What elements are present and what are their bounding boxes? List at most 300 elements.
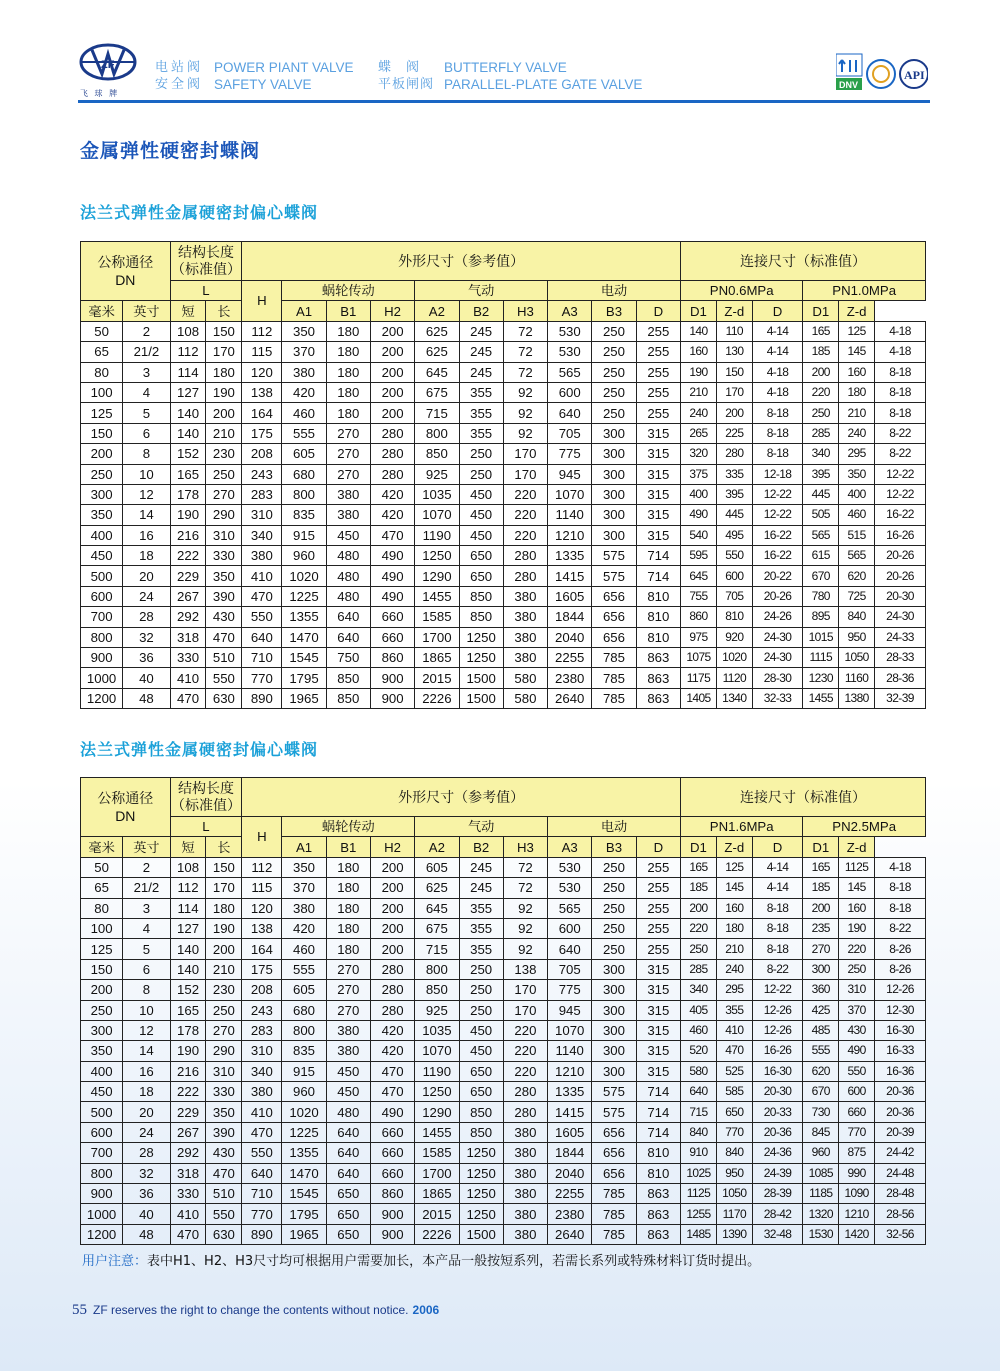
table-cell: 770 bbox=[242, 1204, 282, 1224]
table-cell: 100 bbox=[81, 918, 123, 938]
table-cell: 310 bbox=[242, 1041, 282, 1061]
table-cell: 28-36 bbox=[875, 668, 926, 688]
header-pressure-b: PN1.0MPa bbox=[803, 281, 926, 301]
table-cell: 660 bbox=[370, 607, 414, 627]
table-cell: 605 bbox=[282, 444, 326, 464]
table-cell: 24-26 bbox=[752, 607, 803, 627]
table-cell: 255 bbox=[636, 857, 680, 877]
table-cell: 115 bbox=[242, 342, 282, 362]
column-header: 英寸 bbox=[123, 301, 170, 321]
table-cell: 380 bbox=[503, 648, 547, 668]
table-cell: 490 bbox=[370, 586, 414, 606]
table-cell: 185 bbox=[803, 342, 839, 362]
table-cell: 4 bbox=[123, 382, 170, 402]
table-cell: 1120 bbox=[716, 668, 752, 688]
table-cell: 550 bbox=[716, 546, 752, 566]
table-cell: 250 bbox=[592, 362, 636, 382]
table-cell: 290 bbox=[206, 505, 242, 525]
table-cell: 640 bbox=[326, 607, 370, 627]
table-cell: 165 bbox=[170, 464, 206, 484]
table-cell: 863 bbox=[636, 648, 680, 668]
table-cell: 600 bbox=[548, 918, 592, 938]
table-cell: 6 bbox=[123, 959, 170, 979]
table-cell: 900 bbox=[81, 1184, 123, 1204]
column-header: 短 bbox=[170, 301, 206, 321]
table-cell: 2640 bbox=[548, 1224, 592, 1244]
table-cell: 315 bbox=[636, 423, 680, 443]
table-cell: 208 bbox=[242, 444, 282, 464]
table-cell: 650 bbox=[459, 1082, 503, 1102]
table-cell: 1415 bbox=[548, 1102, 592, 1122]
column-header: 短 bbox=[170, 837, 206, 857]
table-cell: 50 bbox=[81, 321, 123, 341]
table-cell: 310 bbox=[242, 505, 282, 525]
table-cell: 8-18 bbox=[752, 898, 803, 918]
header-dimensions: 外形尺寸（参考值） bbox=[242, 778, 681, 817]
column-header: H3 bbox=[503, 837, 547, 857]
header-electric: 电动 bbox=[548, 281, 681, 301]
table-cell: 283 bbox=[242, 1020, 282, 1040]
table-cell: 710 bbox=[242, 1184, 282, 1204]
header-pressure-a: PN1.6MPa bbox=[681, 817, 803, 837]
table-cell: 630 bbox=[206, 1224, 242, 1244]
table-cell: 125 bbox=[81, 939, 123, 959]
table-cell: 585 bbox=[716, 1082, 752, 1102]
table-cell: 340 bbox=[803, 444, 839, 464]
header-pressure-b: PN2.5MPa bbox=[803, 817, 926, 837]
table-cell: 138 bbox=[503, 959, 547, 979]
table-cell: 540 bbox=[681, 525, 717, 545]
table-cell: 400 bbox=[839, 484, 875, 504]
certification-logos bbox=[836, 52, 928, 96]
column-header: B1 bbox=[326, 301, 370, 321]
table-cell: 92 bbox=[503, 918, 547, 938]
table-cell: 180 bbox=[326, 362, 370, 382]
table-cell: 625 bbox=[415, 878, 459, 898]
table-cell: 32-56 bbox=[875, 1224, 926, 1244]
table-cell: 300 bbox=[592, 980, 636, 1000]
table-cell: 200 bbox=[370, 918, 414, 938]
table-cell: 315 bbox=[636, 1020, 680, 1040]
table-cell: 555 bbox=[282, 959, 326, 979]
table-cell: 65 bbox=[81, 878, 123, 898]
column-header: A1 bbox=[282, 301, 326, 321]
table-cell: 250 bbox=[459, 980, 503, 1000]
table-cell: 250 bbox=[81, 464, 123, 484]
table-cell: 480 bbox=[326, 1102, 370, 1122]
table-cell: 960 bbox=[282, 1082, 326, 1102]
table-cell: 1210 bbox=[548, 525, 592, 545]
table-cell: 170 bbox=[503, 1000, 547, 1020]
table-cell: 2255 bbox=[548, 648, 592, 668]
table-cell: 1200 bbox=[81, 688, 123, 708]
table-cell: 845 bbox=[803, 1122, 839, 1142]
table-cell: 420 bbox=[370, 505, 414, 525]
table-cell: 112 bbox=[242, 321, 282, 341]
table-cell: 24 bbox=[123, 1122, 170, 1142]
table-row bbox=[81, 1204, 926, 1224]
table-cell: 36 bbox=[123, 1184, 170, 1204]
header-text: DN bbox=[115, 808, 136, 825]
table-cell: 450 bbox=[81, 546, 123, 566]
table-cell: 24-39 bbox=[752, 1163, 803, 1183]
page-footer bbox=[72, 1302, 439, 1319]
table-cell: 200 bbox=[803, 362, 839, 382]
header-H: H bbox=[242, 817, 282, 858]
table-cell: 24-33 bbox=[875, 627, 926, 647]
table-cell: 180 bbox=[326, 382, 370, 402]
table-cell: 920 bbox=[716, 627, 752, 647]
table-cell: 8-26 bbox=[875, 959, 926, 979]
table-cell: 200 bbox=[206, 939, 242, 959]
table-cell: 350 bbox=[206, 566, 242, 586]
table-row bbox=[81, 1122, 926, 1142]
table-cell: 395 bbox=[716, 484, 752, 504]
column-header: Z-d bbox=[839, 301, 875, 321]
table-cell: 1230 bbox=[803, 668, 839, 688]
table-cell: 200 bbox=[370, 878, 414, 898]
table-cell: 640 bbox=[326, 1163, 370, 1183]
table-cell: 890 bbox=[242, 1224, 282, 1244]
table-cell: 8-18 bbox=[875, 403, 926, 423]
table-cell: 8-18 bbox=[752, 918, 803, 938]
table-cell: 310 bbox=[839, 980, 875, 1000]
table-cell: 900 bbox=[370, 1204, 414, 1224]
table-cell: 470 bbox=[716, 1041, 752, 1061]
table-cell: 200 bbox=[370, 939, 414, 959]
footer-disclaimer: ZF reserves the right to change the contents without notice. bbox=[93, 1303, 409, 1317]
table-cell: 1865 bbox=[415, 648, 459, 668]
table-cell: 318 bbox=[170, 1163, 206, 1183]
table-cell: 530 bbox=[548, 857, 592, 877]
table-cell: 355 bbox=[459, 403, 503, 423]
table-cell: 1844 bbox=[548, 607, 592, 627]
table-cell: 20-30 bbox=[875, 586, 926, 606]
header-text: BUTTERFLY VALVE bbox=[444, 60, 567, 75]
table-cell: 300 bbox=[592, 1061, 636, 1081]
table-cell: 775 bbox=[548, 980, 592, 1000]
header-length: 结构长度（标准值） bbox=[170, 778, 242, 817]
table-header-row bbox=[81, 817, 926, 837]
table-cell: 450 bbox=[326, 1082, 370, 1102]
table-cell: 530 bbox=[548, 321, 592, 341]
table-cell: 108 bbox=[170, 857, 206, 877]
table-cell: 1250 bbox=[459, 1163, 503, 1183]
table-cell: 24 bbox=[123, 586, 170, 606]
table-cell: 1035 bbox=[415, 484, 459, 504]
table-row bbox=[81, 939, 926, 959]
table-cell: 860 bbox=[370, 648, 414, 668]
table-cell: 915 bbox=[282, 525, 326, 545]
column-header: A3 bbox=[548, 837, 592, 857]
table-cell: 785 bbox=[592, 668, 636, 688]
table-cell: 470 bbox=[370, 525, 414, 545]
table-cell: 2226 bbox=[415, 1224, 459, 1244]
table-row bbox=[81, 688, 926, 708]
table-cell: 1455 bbox=[415, 1122, 459, 1142]
table-cell: 210 bbox=[839, 403, 875, 423]
table-cell: 190 bbox=[170, 505, 206, 525]
header-L: L bbox=[170, 281, 242, 301]
table-cell: 140 bbox=[170, 403, 206, 423]
table-cell: 975 bbox=[681, 627, 717, 647]
table-cell: 600 bbox=[839, 1082, 875, 1102]
table-cell: 24-30 bbox=[752, 627, 803, 647]
table-row bbox=[81, 1000, 926, 1020]
table-cell: 8-18 bbox=[752, 403, 803, 423]
table-cell: 265 bbox=[681, 423, 717, 443]
table-cell: 510 bbox=[206, 1184, 242, 1204]
table-cell: 650 bbox=[459, 1061, 503, 1081]
table-cell: 112 bbox=[170, 342, 206, 362]
table-cell: 245 bbox=[459, 321, 503, 341]
table-cell: 14 bbox=[123, 1041, 170, 1061]
table-cell: 2380 bbox=[548, 1204, 592, 1224]
svg-text:ZF: ZF bbox=[101, 59, 115, 71]
table-cell: 1175 bbox=[681, 668, 717, 688]
table-cell: 292 bbox=[170, 1143, 206, 1163]
table-cell: 285 bbox=[803, 423, 839, 443]
table-cell: 240 bbox=[839, 423, 875, 443]
table-cell: 92 bbox=[503, 403, 547, 423]
table-cell: 145 bbox=[839, 878, 875, 898]
table-cell: 565 bbox=[803, 525, 839, 545]
table-row bbox=[81, 980, 926, 1000]
table-cell: 110 bbox=[716, 321, 752, 341]
table-cell: 5 bbox=[123, 403, 170, 423]
table-cell: 10 bbox=[123, 464, 170, 484]
table-cell: 8-18 bbox=[875, 878, 926, 898]
table-cell: 700 bbox=[81, 607, 123, 627]
table-cell: 380 bbox=[282, 362, 326, 382]
table-cell: 180 bbox=[716, 918, 752, 938]
table-cell: 300 bbox=[592, 484, 636, 504]
table-cell: 300 bbox=[592, 525, 636, 545]
table-cell: 550 bbox=[242, 607, 282, 627]
table-cell: 650 bbox=[716, 1102, 752, 1122]
table-row bbox=[81, 857, 926, 877]
header-text: 电站阀 bbox=[155, 60, 204, 75]
column-header: A3 bbox=[548, 301, 592, 321]
table-cell: 380 bbox=[326, 484, 370, 504]
table-cell: 840 bbox=[681, 1122, 717, 1142]
table-cell: 270 bbox=[326, 1000, 370, 1020]
table-cell: 375 bbox=[681, 464, 717, 484]
table-cell: 250 bbox=[459, 959, 503, 979]
table-cell: 330 bbox=[206, 546, 242, 566]
table-cell: 164 bbox=[242, 403, 282, 423]
table-cell: 16-22 bbox=[752, 525, 803, 545]
table-cell: 580 bbox=[503, 688, 547, 708]
table-cell: 24-48 bbox=[875, 1163, 926, 1183]
table-cell: 1020 bbox=[716, 648, 752, 668]
table-cell: 300 bbox=[592, 1000, 636, 1020]
table-cell: 216 bbox=[170, 1061, 206, 1081]
column-header: B3 bbox=[592, 837, 636, 857]
table-cell: 725 bbox=[839, 586, 875, 606]
table-cell: 605 bbox=[415, 857, 459, 877]
table-cell: 380 bbox=[503, 1122, 547, 1142]
table-cell: 72 bbox=[503, 342, 547, 362]
table-cell: 127 bbox=[170, 382, 206, 402]
table-cell: 280 bbox=[503, 546, 547, 566]
table-cell: 600 bbox=[81, 1122, 123, 1142]
table-cell: 1700 bbox=[415, 1163, 459, 1183]
table-row bbox=[81, 1163, 926, 1183]
table-cell: 355 bbox=[459, 423, 503, 443]
table-cell: 12-26 bbox=[752, 1020, 803, 1040]
table-cell: 145 bbox=[716, 878, 752, 898]
table-cell: 335 bbox=[716, 464, 752, 484]
table-cell: 910 bbox=[681, 1143, 717, 1163]
table-row bbox=[81, 959, 926, 979]
table-cell: 300 bbox=[592, 423, 636, 443]
table-cell: 505 bbox=[803, 505, 839, 525]
table-cell: 480 bbox=[326, 586, 370, 606]
table-cell: 1090 bbox=[839, 1184, 875, 1204]
column-header: 毫米 bbox=[81, 301, 123, 321]
table-cell: 800 bbox=[81, 1163, 123, 1183]
column-header: Z-d bbox=[839, 837, 875, 857]
table-cell: 380 bbox=[326, 1020, 370, 1040]
table-cell: 714 bbox=[636, 1122, 680, 1142]
table-cell: 470 bbox=[370, 1082, 414, 1102]
spec-table-2 bbox=[80, 777, 926, 1245]
table-cell: 575 bbox=[592, 1102, 636, 1122]
table-cell: 355 bbox=[459, 939, 503, 959]
table-cell: 1605 bbox=[548, 1122, 592, 1142]
table-cell: 20-26 bbox=[875, 566, 926, 586]
table-row bbox=[81, 1082, 926, 1102]
table-cell: 715 bbox=[681, 1102, 717, 1122]
table-cell: 500 bbox=[81, 566, 123, 586]
table-cell: 400 bbox=[681, 484, 717, 504]
table-cell: 250 bbox=[803, 403, 839, 423]
table-cell: 160 bbox=[839, 362, 875, 382]
table-cell: 140 bbox=[170, 959, 206, 979]
table-cell: 200 bbox=[81, 980, 123, 1000]
table-cell: 580 bbox=[681, 1061, 717, 1081]
table-cell: 355 bbox=[459, 898, 503, 918]
table-cell: 800 bbox=[81, 627, 123, 647]
table-cell: 800 bbox=[282, 484, 326, 504]
table-cell: 714 bbox=[636, 1102, 680, 1122]
table-cell: 16-26 bbox=[875, 525, 926, 545]
table-cell: 170 bbox=[503, 464, 547, 484]
table-cell: 1335 bbox=[548, 546, 592, 566]
header-text: 安全阀 bbox=[155, 77, 204, 92]
table-cell: 20-30 bbox=[752, 1082, 803, 1102]
table-cell: 200 bbox=[370, 857, 414, 877]
table-cell: 190 bbox=[206, 382, 242, 402]
table-cell: 1255 bbox=[681, 1204, 717, 1224]
table-cell: 225 bbox=[716, 423, 752, 443]
table-cell: 460 bbox=[282, 939, 326, 959]
table-cell: 20 bbox=[123, 1102, 170, 1122]
table-cell: 835 bbox=[282, 1041, 326, 1061]
table-cell: 150 bbox=[716, 362, 752, 382]
table-cell: 800 bbox=[415, 959, 459, 979]
note-label: 用户注意： bbox=[82, 1254, 148, 1269]
table-cell: 1020 bbox=[282, 1102, 326, 1122]
table-cell: 380 bbox=[326, 1041, 370, 1061]
header-connection: 连接尺寸（标准值） bbox=[681, 242, 926, 281]
table-cell: 925 bbox=[415, 1000, 459, 1020]
table-cell: 405 bbox=[681, 1000, 717, 1020]
table-cell: 160 bbox=[681, 342, 717, 362]
table-cell: 380 bbox=[242, 546, 282, 566]
table-cell: 255 bbox=[636, 382, 680, 402]
header-electric: 电动 bbox=[548, 817, 681, 837]
table-cell: 630 bbox=[206, 688, 242, 708]
table-cell: 220 bbox=[503, 1061, 547, 1081]
table-cell: 575 bbox=[592, 1082, 636, 1102]
table-cell: 1355 bbox=[282, 607, 326, 627]
table-row bbox=[81, 546, 926, 566]
table-cell: 250 bbox=[681, 939, 717, 959]
header-dimensions: 外形尺寸（参考值） bbox=[242, 242, 681, 281]
table-cell: 1415 bbox=[548, 566, 592, 586]
header-pneumatic: 气动 bbox=[415, 817, 548, 837]
table-cell: 152 bbox=[170, 444, 206, 464]
table-cell: 390 bbox=[206, 586, 242, 606]
table-cell: 210 bbox=[206, 423, 242, 443]
table-cell: 160 bbox=[716, 898, 752, 918]
table-cell: 4-18 bbox=[752, 382, 803, 402]
table-cell: 170 bbox=[206, 878, 242, 898]
table-cell: 100 bbox=[81, 382, 123, 402]
table-cell: 125 bbox=[716, 857, 752, 877]
table-cell: 12-30 bbox=[875, 1000, 926, 1020]
table-cell: 640 bbox=[326, 627, 370, 647]
table-cell: 28 bbox=[123, 1143, 170, 1163]
table-cell: 243 bbox=[242, 1000, 282, 1020]
table-cell: 240 bbox=[681, 403, 717, 423]
table-row bbox=[81, 484, 926, 504]
table-cell: 380 bbox=[503, 1184, 547, 1204]
table-cell: 1250 bbox=[459, 648, 503, 668]
table-cell: 28-33 bbox=[875, 648, 926, 668]
table-cell: 280 bbox=[370, 444, 414, 464]
table-cell: 270 bbox=[326, 423, 370, 443]
table-cell: 315 bbox=[636, 484, 680, 504]
column-header: 毫米 bbox=[81, 837, 123, 857]
table-cell: 280 bbox=[716, 444, 752, 464]
table-cell: 250 bbox=[81, 1000, 123, 1020]
table-cell: 710 bbox=[242, 648, 282, 668]
table-cell: 24-30 bbox=[752, 648, 803, 668]
table-cell: 8-18 bbox=[875, 898, 926, 918]
table-cell: 32 bbox=[123, 1163, 170, 1183]
table-cell: 8-22 bbox=[875, 444, 926, 464]
table-cell: 255 bbox=[636, 403, 680, 423]
table-cell: 12-22 bbox=[875, 464, 926, 484]
table-cell: 625 bbox=[415, 342, 459, 362]
table-cell: 210 bbox=[206, 959, 242, 979]
table-cell: 1250 bbox=[415, 1082, 459, 1102]
table-cell: 2380 bbox=[548, 668, 592, 688]
table-cell: 1390 bbox=[716, 1224, 752, 1244]
table-cell: 6 bbox=[123, 423, 170, 443]
table-row bbox=[81, 382, 926, 402]
table-cell: 32-39 bbox=[875, 688, 926, 708]
table-cell: 945 bbox=[548, 464, 592, 484]
table-cell: 32 bbox=[123, 627, 170, 647]
table-cell: 72 bbox=[503, 878, 547, 898]
table-cell: 810 bbox=[636, 607, 680, 627]
table-cell: 200 bbox=[370, 382, 414, 402]
table-row bbox=[81, 648, 926, 668]
